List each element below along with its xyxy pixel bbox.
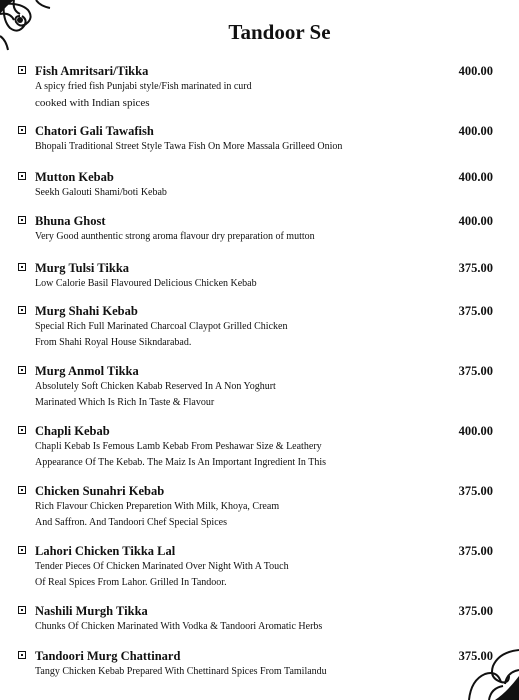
menu-item [18, 544, 493, 591]
description-line: Very Good aunthentic strong aroma flavour dry preparation of mutton [35, 231, 315, 242]
description-line: Bhopali Traditional Street Style Tawa Fish On More Massala Grilleed Onion [35, 141, 343, 152]
bullet-icon [18, 426, 26, 434]
description-line: Special Rich Full Marinated Charcoal Claypot Grilled Chicken [35, 321, 288, 332]
menu-item [18, 364, 493, 411]
menu-item-name: Chatori Gali Tawafish [35, 124, 154, 138]
menu-item-description [35, 559, 493, 591]
description-line: Absolutely Soft Chicken Kabab Reserved In A Non Yoghurt [35, 381, 276, 392]
description-line: Chapli Kebab Is Femous Lamb Kebab From Peshawar Size & Leathery [35, 441, 322, 452]
menu-item [18, 484, 493, 531]
description-line: Low Calorie Basil Flavoured Delicious Chicken Kebab [35, 278, 257, 289]
description-line: Seekh Galouti Shami/boti Kebab [35, 187, 167, 198]
menu-item-price: 375.00 [458, 364, 493, 378]
menu-item-name: Tandoori Murg Chattinard [35, 649, 181, 663]
menu-item-description [35, 499, 493, 531]
bullet-icon [18, 366, 26, 374]
menu-item-description [35, 379, 493, 411]
bullet-icon [18, 546, 26, 554]
menu-item-name: Chicken Sunahri Kebab [35, 484, 165, 498]
menu-item [18, 170, 493, 201]
menu-item-name: Lahori Chicken Tikka Lal [35, 544, 176, 558]
description-line: Of Real Spices From Lahor. Grilled In Tandoor. [35, 577, 227, 588]
menu-item [18, 261, 493, 292]
description-line: Tender Pieces Of Chicken Marinated Over Night With A Touch [35, 561, 289, 572]
menu-item-description [35, 185, 493, 201]
description-line: cooked with Indian spices [35, 97, 150, 109]
bullet-icon [18, 216, 26, 224]
bullet-icon [18, 66, 26, 74]
menu-item-name: Mutton Kebab [35, 170, 114, 184]
menu-item-name: Murg Anmol Tikka [35, 364, 139, 378]
bullet-icon [18, 606, 26, 614]
description-line: Chunks Of Chicken Marinated With Vodka & Tandoori Aromatic Herbs [35, 621, 323, 632]
description-line: And Saffron. And Tandoori Chef Special Spices [35, 517, 227, 528]
menu-item-price: 375.00 [458, 649, 493, 663]
ornament-corner-bottom-right [449, 630, 519, 700]
menu-item-price: 400.00 [458, 214, 493, 228]
menu-item [18, 214, 493, 245]
menu-item-price: 375.00 [458, 484, 493, 498]
menu-item-price: 375.00 [458, 604, 493, 618]
menu-item [18, 124, 493, 155]
description-line: A spicy fried fish Punjabi style/Fish marinated in curd [35, 81, 252, 92]
menu-item-price: 400.00 [458, 170, 493, 184]
menu-item-description [35, 619, 493, 635]
bullet-icon [18, 651, 26, 659]
menu-item-name: Chapli Kebab [35, 424, 110, 438]
menu-item-price: 400.00 [458, 124, 493, 138]
menu-item [18, 304, 493, 351]
description-line: From Shahi Royal House Sikndarabad. [35, 337, 192, 348]
menu-item-description [35, 319, 493, 351]
menu-item-price: 400.00 [458, 64, 493, 78]
menu-item [18, 424, 493, 471]
menu-item-price: 400.00 [458, 424, 493, 438]
description-line: Appearance Of The Kebab. The Maiz Is An Important Ingredient In This [35, 457, 327, 468]
menu-item-description [35, 139, 493, 155]
bullet-icon [18, 126, 26, 134]
menu-item-price: 375.00 [458, 304, 493, 318]
menu-item [18, 604, 493, 635]
menu-item-name: Murg Shahi Kebab [35, 304, 138, 318]
menu-item-name: Nashili Murgh Tikka [35, 604, 148, 618]
bullet-icon [18, 486, 26, 494]
description-line: Marinated Which Is Rich In Taste & Flavour [35, 397, 215, 408]
menu-item [18, 64, 493, 111]
menu-item [18, 649, 493, 680]
menu-item-description [35, 276, 493, 292]
menu-item-price: 375.00 [458, 261, 493, 275]
menu-item-description [35, 79, 493, 111]
bullet-icon [18, 306, 26, 314]
description-line: Rich Flavour Chicken Preparetion With Milk, Khoya, Cream [35, 501, 280, 512]
menu-item-description [35, 664, 493, 680]
menu-item-name: Murg Tulsi Tikka [35, 261, 130, 275]
menu-item-name: Fish Amritsari/Tikka [35, 64, 149, 78]
menu-section-title: Tandoor Se [228, 20, 331, 44]
menu-item-price: 375.00 [458, 544, 493, 558]
bullet-icon [18, 172, 26, 180]
bullet-icon [18, 263, 26, 271]
menu-item-name: Bhuna Ghost [35, 214, 106, 228]
description-line: Tangy Chicken Kebab Prepared With Chettinard Spices From Tamilandu [35, 666, 327, 677]
menu-item-description [35, 439, 493, 471]
menu-item-description [35, 229, 493, 245]
